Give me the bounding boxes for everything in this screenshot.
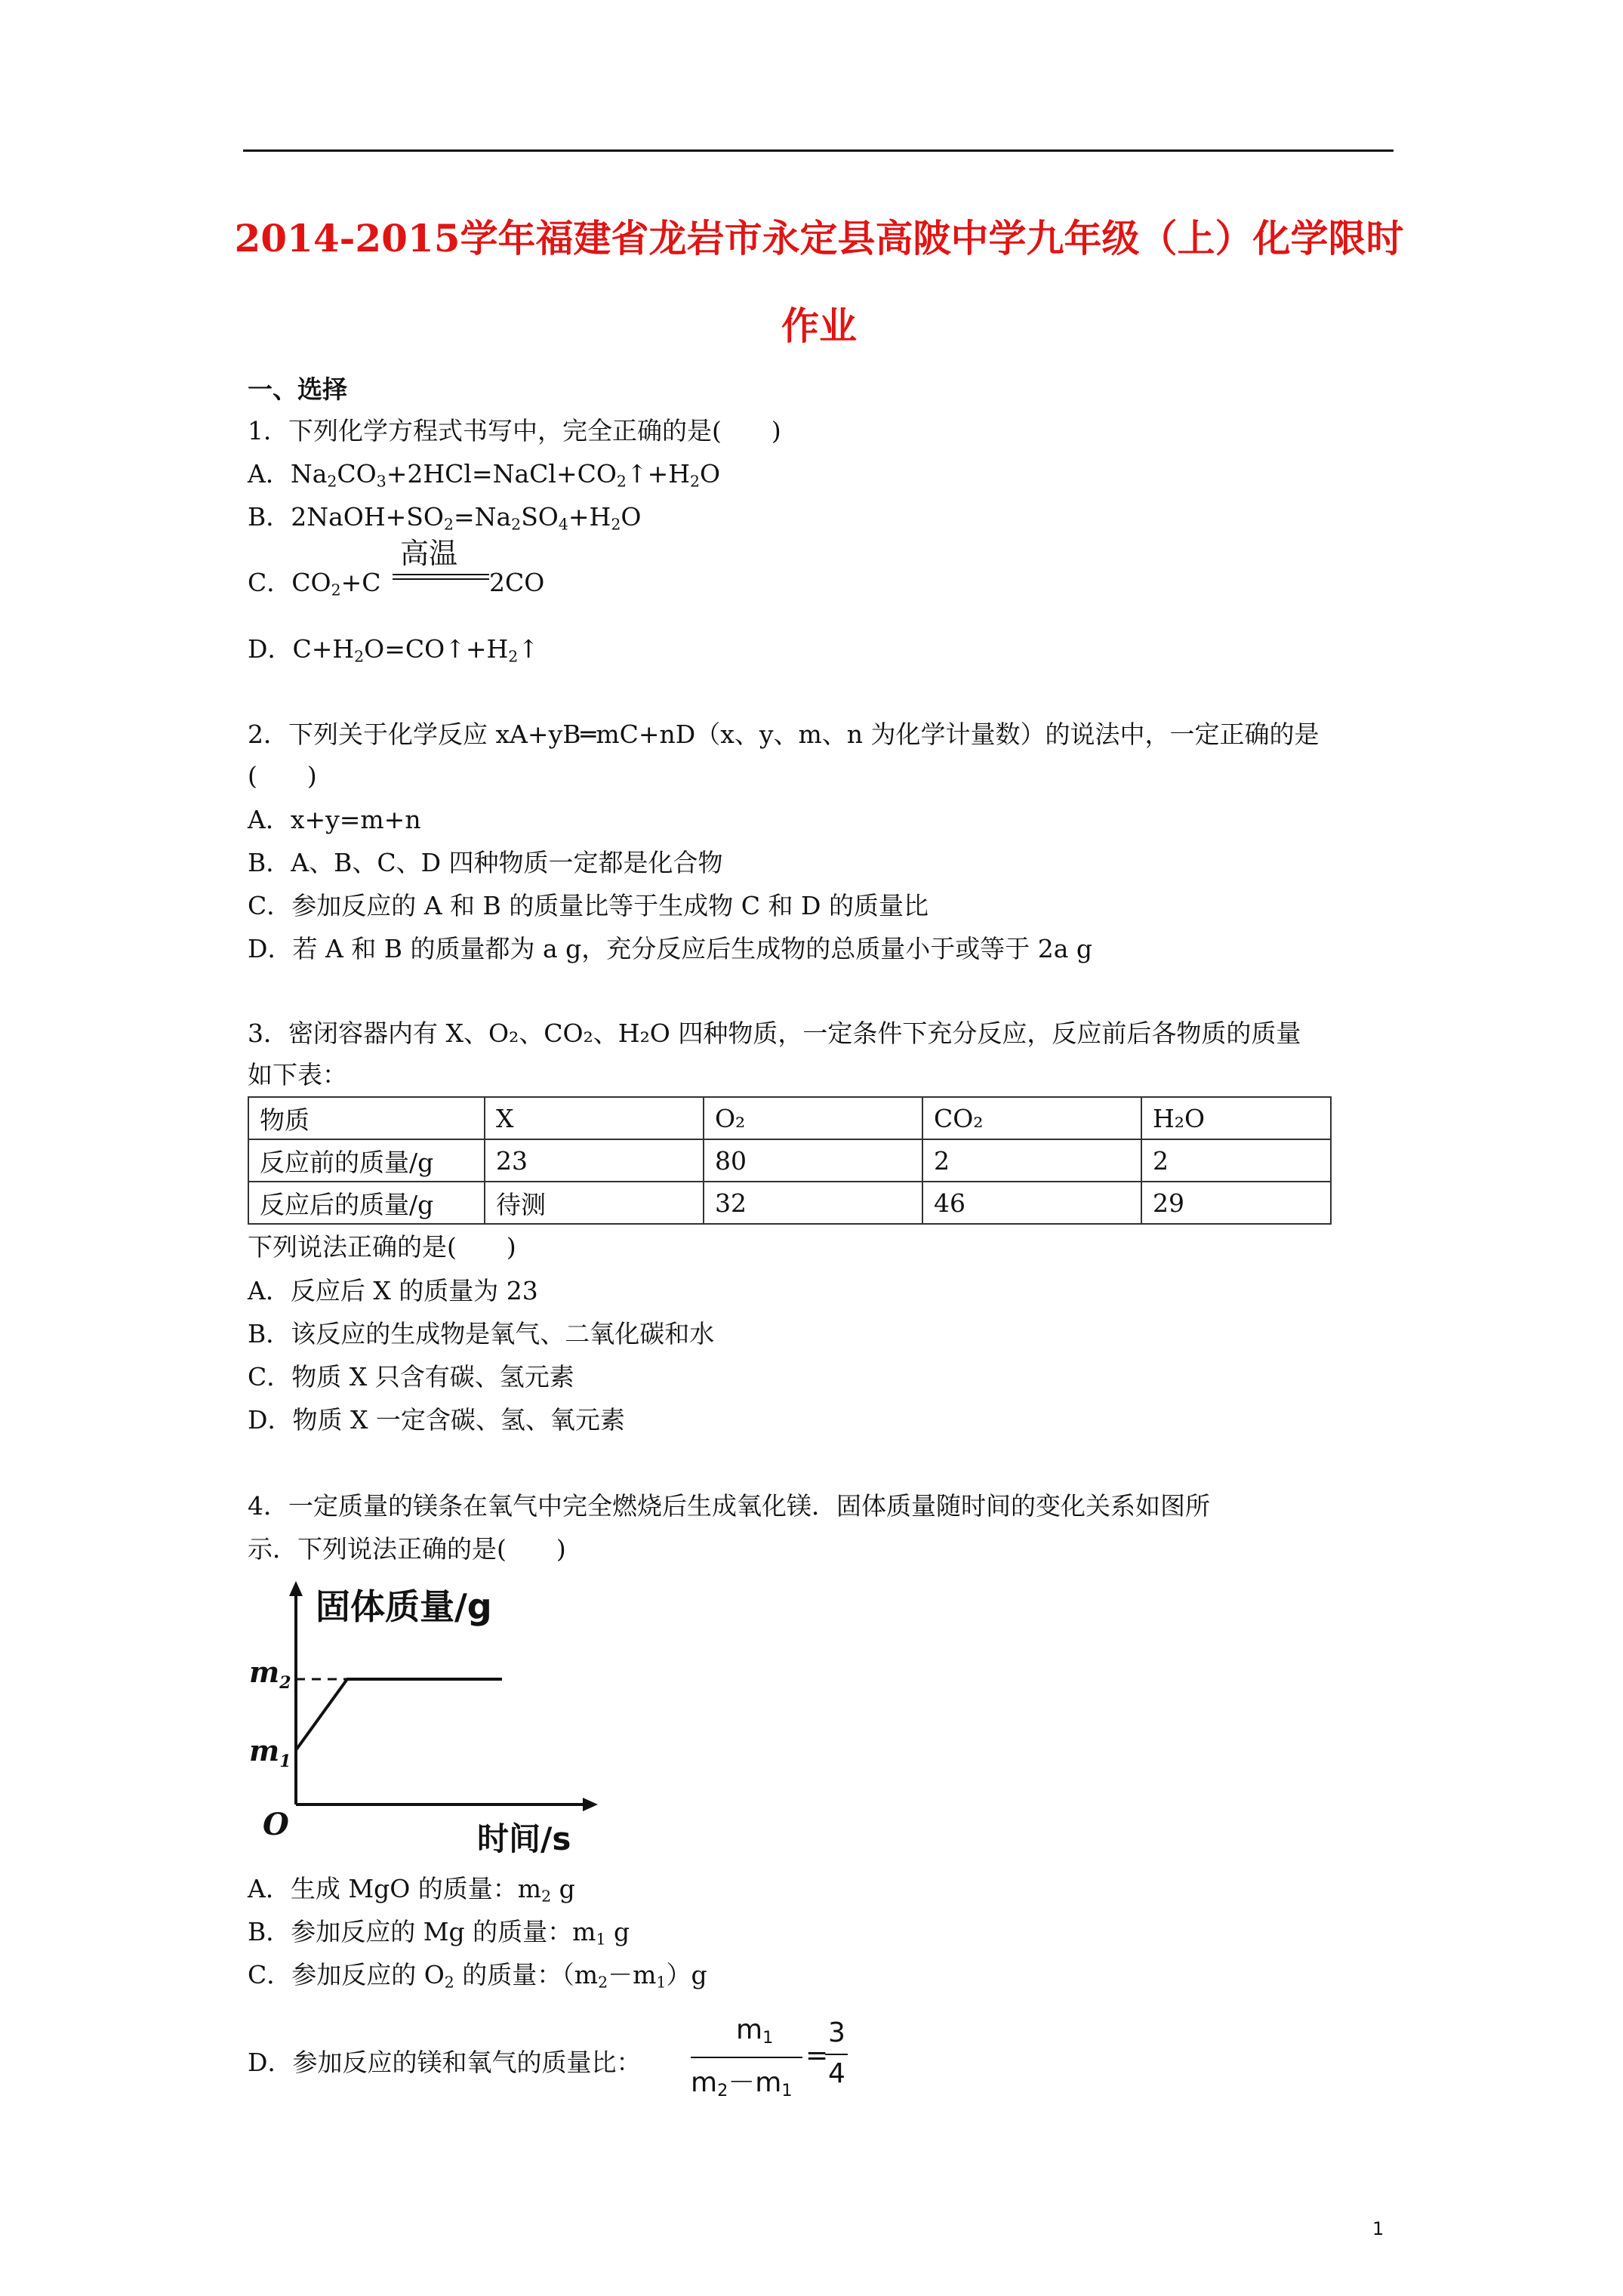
m1-letter: m: [249, 1734, 280, 1767]
den-minus: －: [728, 2067, 756, 2098]
q3-prompt: 下列说法正确的是( ): [248, 1232, 516, 1262]
q1-option-b: B．$2NaOH+SO_2=Na_2SO_4+H_2O$: [248, 502, 642, 534]
table-cell: O₂: [704, 1097, 922, 1139]
den-letter-b: m: [755, 2067, 782, 2098]
ratio-denominator: 4: [828, 2058, 845, 2089]
y-axis-label: 固体质量/g: [316, 1586, 492, 1627]
q3-option-a: A．反应后 X 的质量为 23: [248, 1276, 538, 1305]
table-header-row: [248, 1097, 1331, 1139]
equation-bar-bottom: [393, 578, 489, 580]
q3-stem-line2: 如下表：: [248, 1060, 347, 1089]
q4-option-d: D．参加反应的镁和氧气的质量比：: [248, 2048, 642, 2077]
table-cell: X: [485, 1097, 704, 1139]
table-cell: 46: [922, 1182, 1141, 1224]
table-cell: H₂O: [1141, 1097, 1331, 1139]
table-cell: 反应后的质量/g: [248, 1182, 485, 1224]
m1-label: [249, 1734, 291, 1771]
q1-option-c: C．$CO_2+C$: [248, 568, 381, 599]
q2-stem-line2: ( ): [248, 761, 317, 791]
m2-subscript: 2: [279, 1673, 291, 1693]
table-cell: 23: [485, 1139, 704, 1182]
q1-condition-label: 高温: [400, 537, 458, 570]
table-cell: 80: [704, 1139, 922, 1182]
fraction-bar: [691, 2057, 802, 2058]
page-title-line2: 作业: [781, 304, 857, 348]
table-cell: 反应前的质量/g: [248, 1139, 485, 1182]
q4-option-c: C．参加反应的 $O_2$ 的质量：$(m_2-m_1)g$: [248, 1960, 707, 1992]
table-cell: 29: [1141, 1182, 1331, 1224]
origin-label: O: [263, 1807, 289, 1842]
m2-letter: m: [249, 1655, 280, 1689]
q3-stem-line1: 3．密闭容器内有 X、O₂、CO₂、H₂O 四种物质，一定条件下充分反应，反应前后各物质的质量: [248, 1019, 1301, 1048]
q4-option-a: A．生成 MgO 的质量：$m_2$ g: [248, 1874, 575, 1906]
q3-option-d: D．物质 X 一定含碳、氢、氧元素: [248, 1405, 625, 1435]
table-cell: 32: [704, 1182, 922, 1224]
header-rule: [243, 149, 1394, 152]
q3-option-c: C．物质 X 只含有碳、氢元素: [248, 1362, 574, 1391]
q2-stem-line1: 2．下列关于化学反应 xA+yB═mC+nD（x、y、m、n 为化学计量数）的说法中，一定正确的是: [248, 720, 1320, 749]
table-row: [248, 1182, 1331, 1224]
den-subscript-b: 1: [781, 2081, 793, 2101]
m2-label: [249, 1655, 291, 1693]
page-title-line1: 2014-2015学年福建省龙岩市永定县高陂中学九年级（上）化学限时: [234, 216, 1404, 260]
table-cell: 待测: [485, 1182, 704, 1224]
table-cell: 物质: [248, 1097, 485, 1139]
table-cell: 2: [1141, 1139, 1331, 1182]
den-letter-a: m: [691, 2067, 718, 2098]
q1-option-d: D．$C+H_2O=CO↑+H_2↑$: [248, 634, 539, 666]
ratio-numerator: 3: [828, 2017, 845, 2048]
equation-bar-top: [393, 574, 489, 575]
q4-mass-ratio-fraction: [691, 2014, 853, 2105]
page-number: 1: [1372, 2218, 1384, 2239]
q4-stem-line1: 4．一定质量的镁条在氧气中完全燃烧后生成氧化镁．固体质量随时间的变化关系如图所: [248, 1491, 1210, 1521]
num-letter: m: [736, 2014, 763, 2045]
q2-option-d: D．若 A 和 B 的质量都为 a g，充分反应后生成物的总质量小于或等于 2a g: [248, 934, 1093, 963]
ratio-bar: [825, 2054, 848, 2055]
section-heading: 一、选择: [248, 374, 347, 404]
q4-mass-time-graph: [242, 1578, 604, 1865]
fraction-equals: =: [805, 2040, 829, 2071]
q1-stem: 1．下列化学方程式书写中，完全正确的是( ): [248, 416, 781, 445]
fraction-denominator: [691, 2061, 793, 2100]
x-axis-label: 时间/s: [477, 1820, 571, 1857]
q4-option-b: B．参加反应的 Mg 的质量：$m_1$ g: [248, 1917, 630, 1949]
q1-option-a: A．$Na_2CO_3+2HCl=NaCl+CO_2↑+H_2O$: [248, 459, 721, 491]
mass-curve: [296, 1679, 502, 1750]
table-cell: CO₂: [922, 1097, 1141, 1139]
q4-stem-line2: 示．下列说法正确的是( ): [248, 1534, 566, 1564]
x-axis-arrow: [583, 1798, 598, 1811]
y-axis-arrow: [289, 1581, 303, 1596]
table-cell: 2: [922, 1139, 1141, 1182]
q1-option-c-product: 2CO: [489, 568, 545, 597]
q2-option-b: B．A、B、C、D 四种物质一定都是化合物: [248, 848, 723, 877]
q3-mass-table: [248, 1096, 1332, 1225]
q3-option-b: B．该反应的生成物是氧气、二氧化碳和水: [248, 1319, 715, 1348]
q2-option-a: A．x+y=m+n: [248, 805, 421, 834]
table-row: [248, 1139, 1331, 1182]
q2-option-c: C．参加反应的 A 和 B 的质量比等于生成物 C 和 D 的质量比: [248, 891, 929, 920]
m1-subscript: 1: [279, 1752, 291, 1771]
num-subscript: 1: [762, 2028, 774, 2048]
fraction-numerator: [736, 2014, 774, 2048]
den-subscript-a: 2: [717, 2081, 728, 2101]
